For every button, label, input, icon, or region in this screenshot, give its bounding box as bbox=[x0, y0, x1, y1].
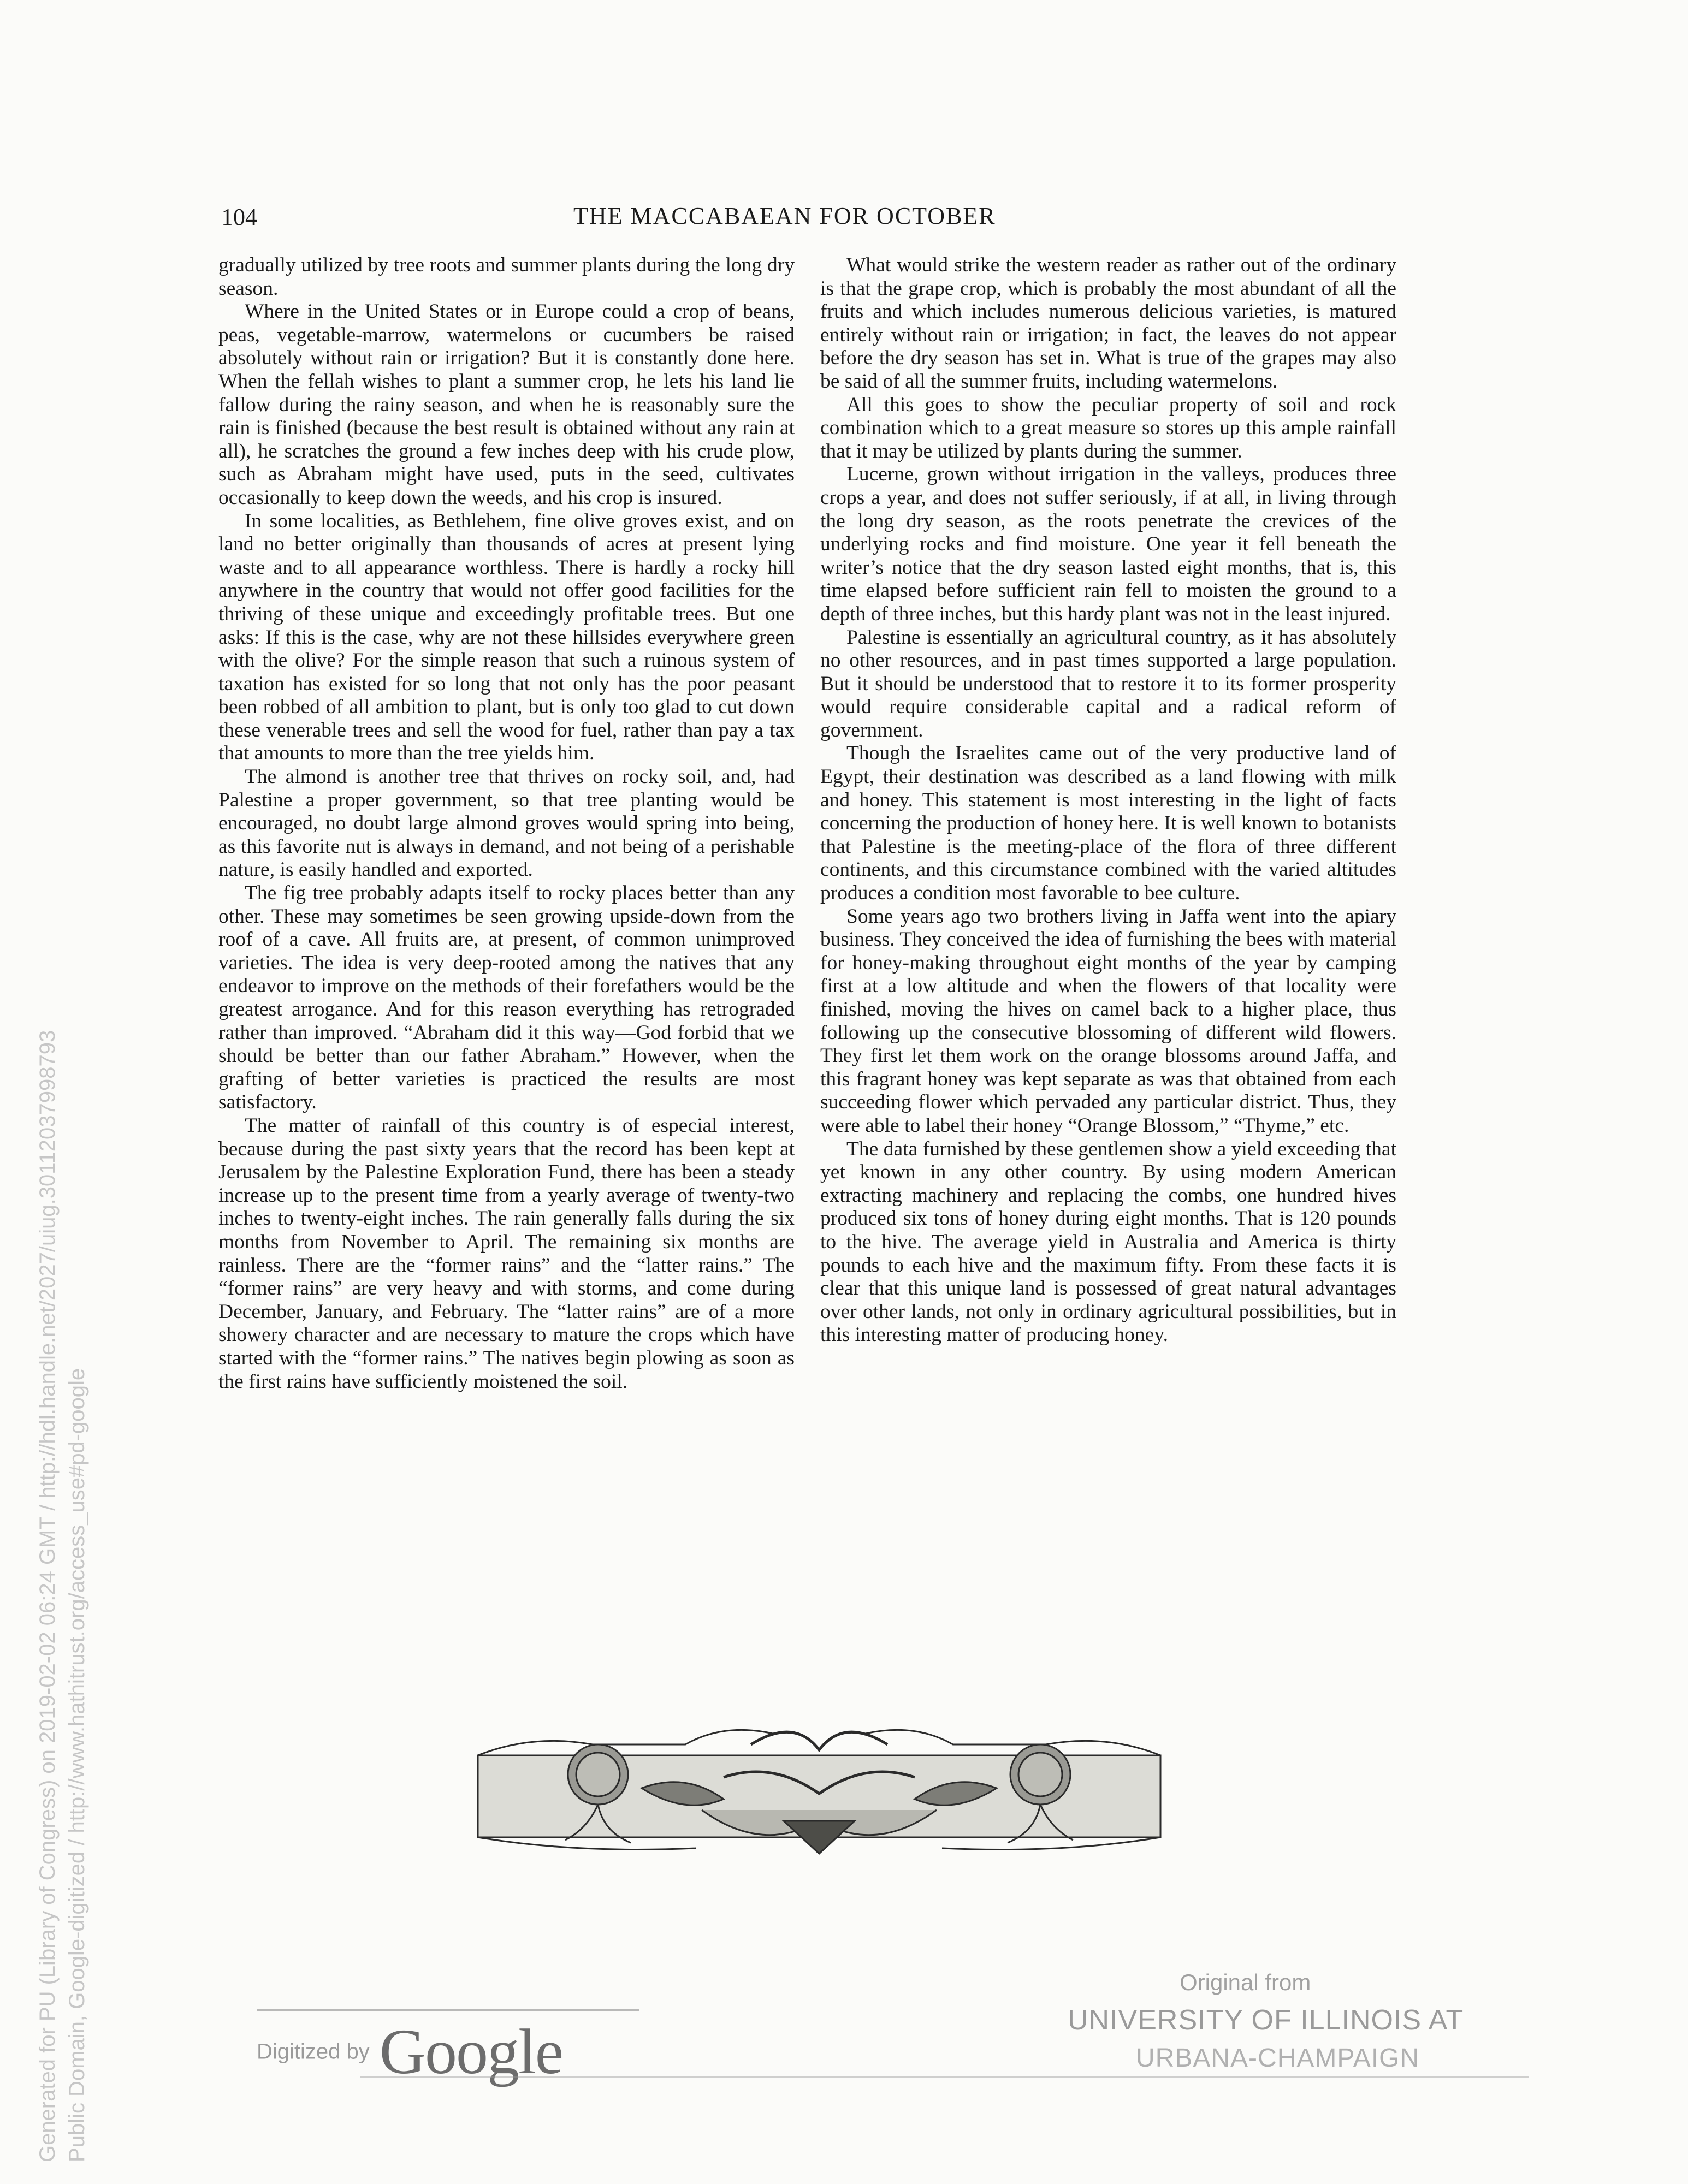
paragraph: Some years ago two brothers living in Jaffa went into the apiary business. They conceived the idea of furnishing the bees with material for honey-making throughout eight months of the year by camping first at a low altitude and when the flowers of that locality were finished, moving the hives on camel back to a higher place, thus following up the consecutive blossoming of different wild flowers. They first let them work on the orange blossoms around Jaffa, and this fragrant honey was kept separate as was that obtained from each succeeding flower which pervaded any particular district. Thus, they were able to label their honey “Orange Blossom,” “Thyme,” etc. bbox=[820, 905, 1396, 1137]
footer-rule bbox=[257, 2009, 639, 2011]
google-logo: Google bbox=[379, 2016, 563, 2087]
digitized-by-label: Digitized by bbox=[257, 2039, 370, 2064]
side-watermark bbox=[33, 109, 92, 2162]
paragraph: The data furnished by these gentlemen show a yield exceeding that yet known in any other country. By using modern American extracting machinery and replacing the combs, one hundred hives produced six tons of honey during eight months. That is 120 pounds to the hive. The average yield in Australia and America is thirty pounds to each hive and the maximum fifty. From these facts it is clear that this unique land is possessed of great natural advantages over other lands, not only in ordinary agricultural possibilities, but in this interesting matter of producing honey. bbox=[820, 1137, 1396, 1346]
watermark-line-2: Public Domain, Google-digitized / http://www.hathitrust.org/access_use#pd-google bbox=[65, 1368, 89, 2162]
running-title: THE MACCABAEAN FOR OCTOBER bbox=[573, 203, 996, 229]
campus-name: URBANA-CHAMPAIGN bbox=[1136, 2044, 1420, 2073]
paragraph: All this goes to show the peculiar property of soil and rock combination which to a great measure so stores up this ample rainfall that it may be utilized by plants during the summer. bbox=[820, 393, 1396, 462]
watermark-line-1: Generated for PU (Library of Congress) on 2019-02-02 06:24 GMT / http://hdl.handle.net/2027/uiug.30112037998793 bbox=[35, 1030, 60, 2162]
paragraph: Lucerne, grown without irrigation in the valleys, produces three crops a year, and does not suffer seriously, if at all, in living through the long dry season, as the roots penetrate the crevices of the underlying rocks and find moisture. One year it fell beneath the writer’s notice that the dry season lasted eight months, that is, this time elapsed before sufficient rain fell to moisten the ground to a depth of three inches, but this hardy plant was not in the least injured. bbox=[820, 463, 1396, 625]
paragraph: What would strike the western reader as rather out of the ordinary is that the grape crop, which is probably the most abundant of all the fruits and which includes numerous delicious varieties, is matured entirely without rain or irrigation; in fact, the leaves do not appear before the dry season has set in. What is true of the grapes may also be said of all the summer fruits, including watermelons. bbox=[820, 254, 1396, 393]
right-column bbox=[820, 254, 1396, 1347]
paragraph: In some localities, as Bethlehem, fine olive groves exist, and on land no better originally than thousands of acres at present lying waste and to all appearance worthless. There is hardly a rocky hill anywhere in the country that would not offer good facilities for the thriving of these unique and exceedingly profitable trees. But one asks: If this is the case, why are not these hillsides everywhere green with the olive? For the simple reason that such a ruinous system of taxation has existed for so long that not only has the poor peasant been robbed of all ambition to plant, but is only too glad to cut down these venerable trees and sell the wood for fuel, rather than pay a tax that amounts to more than the tree yields him. bbox=[218, 509, 795, 765]
page-number: 104 bbox=[221, 204, 257, 230]
paragraph: Though the Israelites came out of the very productive land of Egypt, their destination was described as a land flowing with milk and honey. This statement is most interesting in the light of facts concerning the production of honey here. It is well known to botanists that Palestine is the meeting-place of the flora of three different continents, and this circumstance combined with the varied altitudes produces a condition most favorable to bee culture. bbox=[820, 742, 1396, 905]
paragraph: The almond is another tree that thrives on rocky soil, and, had Palestine a proper government, so that tree planting would be encouraged, no doubt large almond groves would spring into being, as this favorite nut is always in demand, and not being of a perishable nature, is easily handled and exported. bbox=[218, 765, 795, 881]
left-column bbox=[218, 254, 795, 1393]
paragraph: The matter of rainfall of this country is of especial interest, because during the past sixty years that the record has been kept at Jerusalem by the Palestine Exploration Fund, there has been a steady increase up to the present time from a yearly average of twenty-two inches to twenty-eight inches. The rain generally falls during the six months from November to April. The remaining six months are rainless. There are the “former rains” and the “latter rains.” The “former rains” are very heavy and with storms, and come during December, January, and February. The “latter rains” are of a more showery character and are necessary to mature the crops which have started with the “former rains.” The natives begin plowing as soon as the first rains have sufficiently moistened the soil. bbox=[218, 1114, 795, 1393]
paragraph: Palestine is essentially an agricultural country, as it has absolutely no other resources, and in past times supported a large population. But it should be understood that to restore it to its former prosperity would require considerable capital and a radical reform of government. bbox=[820, 626, 1396, 741]
paragraph: gradually utilized by tree roots and summer plants during the long dry season. bbox=[218, 254, 795, 300]
paragraph: Where in the United States or in Europe could a crop of beans, peas, vegetable-marrow, watermelons or cucumbers be raised absolutely without rain or irrigation? But it is constantly done here. When the fellah wishes to plant a summer crop, he lets his land lie fallow during the rainy season, and when he is reasonably sure the rain is finished (because the best result is obtained without any rain at all), he scratches the ground a few inches deep with his crude plow, such as Abraham might have used, puts in the seed, cultivates occasionally to keep down the weeds, and his crop is insured. bbox=[218, 300, 795, 509]
original-from-label: Original from bbox=[1180, 1969, 1311, 1995]
footer-rule-bottom bbox=[360, 2076, 1529, 2078]
university-name: UNIVERSITY OF ILLINOIS AT bbox=[1068, 2004, 1464, 2036]
paragraph: The fig tree probably adapts itself to rocky places better than any other. These may sometimes be seen growing upside-down from the roof of a cave. All fruits are, at present, of common unimproved varieties. The idea is very deep-rooted among the natives that any endeavor to improve on the methods of their forefathers would be the greatest arrogance. And for this reason everything has retrograded rather than improved. “Abraham did it this way—God forbid that we should be better than our father Abraham.” However, when the grafting of better varieties is practiced the results are most satisfactory. bbox=[218, 882, 795, 1114]
decorative-tailpiece-ornament-icon bbox=[467, 1712, 1171, 1876]
